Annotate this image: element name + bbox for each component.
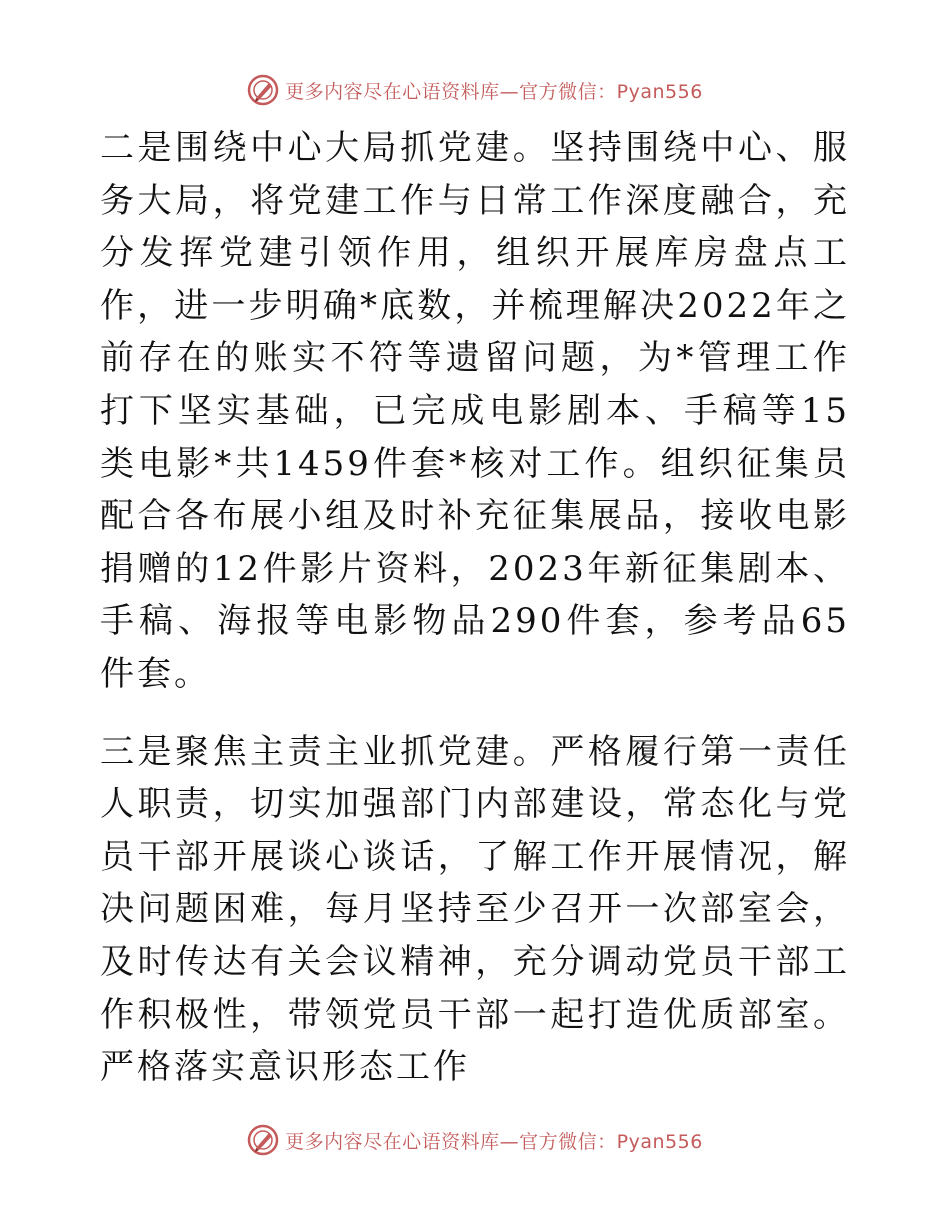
footer-watermark [0, 1120, 950, 1160]
seal-logo-icon [247, 74, 279, 106]
seal-logo-icon [247, 1124, 279, 1156]
watermark-text: 更多内容尽在心语资料库—官方微信：Pyan556 [285, 80, 703, 103]
document-body [100, 122, 850, 1094]
watermark-text: 更多内容尽在心语资料库—官方微信：Pyan556 [285, 1130, 703, 1153]
paragraph-2: 二是围绕中心大局抓党建。坚持围绕中心、服务大局，将党建工作与日常工作深度融合，充分发挥党建引领作用，组织开展库房盘点工作，进一步明确*底数，并梳理解决2022年之前存在的账实不符等遗留问题，为*管理工作打下坚实基础，已完成电影剧本、手稿等15类电影*共1459件套*核对工作。组织征集员配合各布展小组及时补充征集展品，接收电影捐赠的12件影片资料，2023年新征集剧本、手稿、海报等电影物品290件套，参考品65件套。 [100, 128, 850, 694]
header-watermark [0, 70, 950, 110]
paragraph-3: 三是聚焦主责主业抓党建。严格履行第一责任人职责，切实加强部门内部建设，常态化与党员干部开展谈心谈话，了解工作开展情况，解决问题困难，每月坚持至少召开一次部室会，及时传达有关会议精神，充分调动党员干部工作积极性，带领党员干部一起打造优质部室。严格落实意识形态工作 [100, 731, 850, 1088]
